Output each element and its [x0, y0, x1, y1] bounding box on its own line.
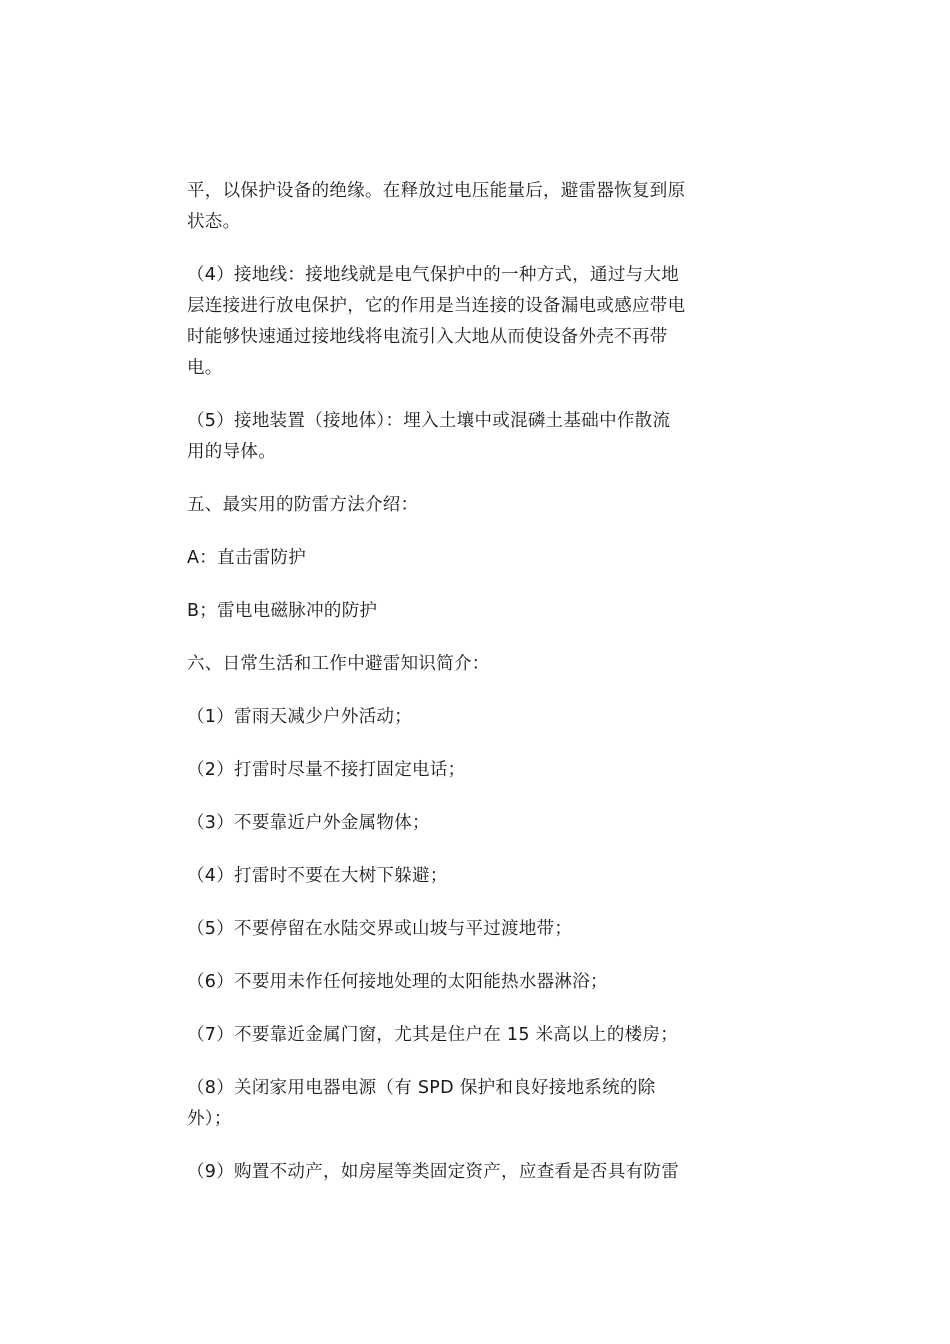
- text-line: B；雷电电磁脉冲的防护: [187, 601, 378, 621]
- text-line: （4）接地线：接地线就是电气保护中的一种方式，通过与大地: [187, 265, 680, 285]
- text-line: 五、最实用的防雷方法介绍：: [187, 495, 419, 515]
- list-item-6: [187, 967, 735, 998]
- text-line: A：直击雷防护: [187, 548, 307, 568]
- text-line: （2）打雷时尽量不接打固定电话；: [187, 760, 466, 780]
- text-line: 时能够快速通过接地线将电流引入大地从而使设备外壳不再带: [187, 327, 668, 347]
- list-item-1: [187, 702, 735, 733]
- document-body: [187, 176, 735, 1210]
- text-line: （7）不要靠近金属门窗，尤其是住户在 15 米高以上的楼房；: [187, 1025, 679, 1045]
- paragraph-arrester-continued: [187, 176, 735, 238]
- paragraph-grounding-wire: [187, 260, 735, 384]
- text-line: （4）打雷时不要在大树下躲避；: [187, 866, 448, 886]
- list-item-3: [187, 808, 735, 839]
- list-item-b: [187, 596, 735, 627]
- list-item-9: [187, 1157, 735, 1188]
- text-line: 平，以保护设备的绝缘。在释放过电压能量后，避雷器恢复到原: [187, 181, 686, 201]
- text-line: （3）不要靠近户外金属物体；: [187, 813, 430, 833]
- text-line: （6）不要用未作任何接地处理的太阳能热水器淋浴；: [187, 972, 608, 992]
- list-item-2: [187, 755, 735, 786]
- text-line: （8）关闭家用电器电源（有 SPD 保护和良好接地系统的除: [187, 1078, 656, 1098]
- paragraph-grounding-device: [187, 406, 735, 468]
- section-heading-six: [187, 649, 735, 680]
- list-item-7: [187, 1020, 735, 1051]
- text-line: （5）接地装置（接地体）：埋入土壤中或混磷土基础中作散流: [187, 411, 671, 431]
- text-line: （5）不要停留在水陆交界或山坡与平过渡地带；: [187, 919, 573, 939]
- text-line: （1）雷雨天减少户外活动；: [187, 707, 413, 727]
- text-line: 用的导体。: [187, 442, 276, 462]
- text-line: （9）购置不动产，如房屋等类固定资产，应查看是否具有防雷: [187, 1162, 680, 1182]
- text-line: 电。: [187, 358, 223, 378]
- text-line: 层连接进行放电保护，它的作用是当连接的设备漏电或感应带电: [187, 296, 686, 316]
- list-item-5: [187, 914, 735, 945]
- text-line: 外）；: [187, 1109, 232, 1129]
- text-line: 状态。: [187, 212, 241, 232]
- section-heading-five: [187, 490, 735, 521]
- list-item-8: [187, 1073, 735, 1135]
- list-item-a: [187, 543, 735, 574]
- text-line: 六、日常生活和工作中避雷知识简介：: [187, 654, 490, 674]
- list-item-4: [187, 861, 735, 892]
